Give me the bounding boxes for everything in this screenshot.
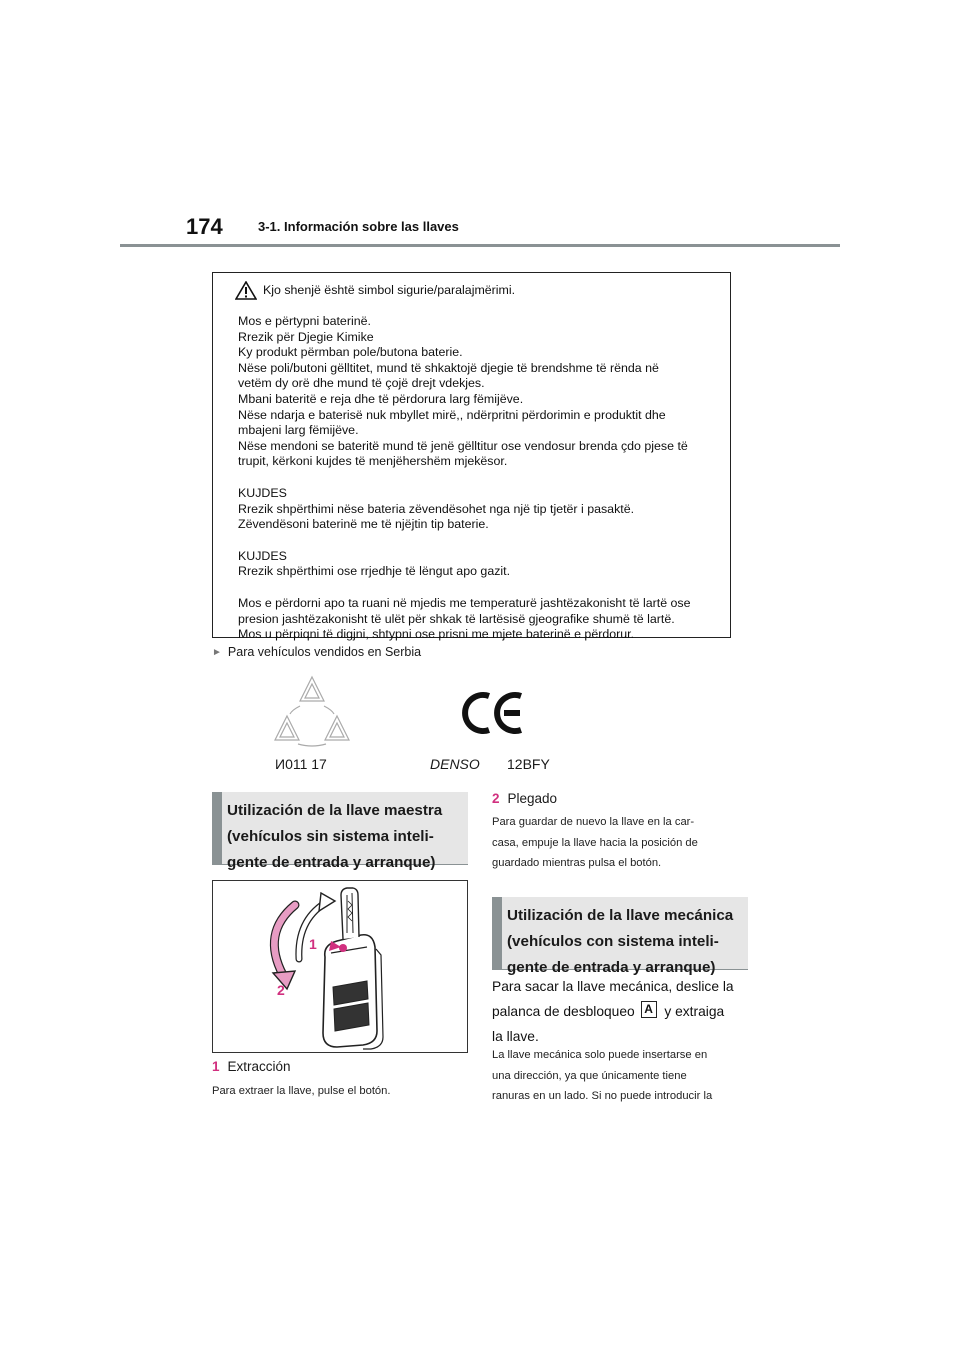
warning-line: presion jashtëzakonisht të ulët për shkak të lartësisë gjeografike shumë të lartë. <box>238 611 675 626</box>
folding-text <box>492 812 748 874</box>
warning-line: KUJDES <box>238 548 287 563</box>
heading-line: (vehículos con sistema inteli- <box>507 933 719 950</box>
warning-line: Mos e përdorni apo ta ruani në mjedis me temperaturë jashtëzakonisht të lartë ose <box>238 595 691 610</box>
text-line: una dirección, ya que únicamente tiene <box>492 1069 687 1082</box>
heading-line: Utilización de la llave mecánica <box>507 907 734 924</box>
text-line: guardado mientras pulsa el botón. <box>492 857 662 869</box>
warning-title: Kjo shenjë është simbol sigurie/paralajmërimi. <box>263 282 516 297</box>
heading-line: (vehículos sin sistema inteli- <box>227 828 434 845</box>
text-span: y extraiga <box>660 1004 725 1019</box>
text-line <box>492 999 754 1024</box>
step-label: Plegado <box>507 791 558 806</box>
ce-mark-icon <box>460 690 526 736</box>
heading-line: gente de entrada y arranque) <box>227 854 436 871</box>
warning-block-4 <box>238 596 720 643</box>
serbia-bullet <box>212 645 421 659</box>
text-line: ranuras en un lado. Si no puede introducir la <box>492 1090 713 1102</box>
serbia-bullet-text: Para vehículos vendidos en Serbia <box>227 645 422 659</box>
warning-box <box>212 272 731 642</box>
warning-block-3 <box>238 549 720 580</box>
text-span: palanca de desbloqueo <box>492 1004 635 1019</box>
text-line: casa, empuje la llave hacia la posición de <box>492 836 698 849</box>
heading-master-key <box>212 792 468 871</box>
illustration-label-2: 2 <box>277 982 285 998</box>
illustration-label-1: 1 <box>309 936 317 952</box>
certification-code: И011 17 <box>275 756 327 772</box>
step-label: Extracción <box>227 1059 291 1074</box>
bullet-arrow-icon: ► <box>212 646 222 658</box>
step-extraction <box>212 1059 291 1074</box>
warning-line: Mos u përpiqni të digjni, shtypni ose prisni me mjete baterinë e përdorur. <box>238 627 635 642</box>
callout-a-icon: A <box>641 1001 657 1018</box>
warning-line: Rrezik për Djegie Kimike <box>238 329 374 344</box>
brand-mark: DENSO <box>430 756 480 772</box>
warning-line: Zëvendësoni baterinë me të njëjtin tip baterie. <box>238 517 489 532</box>
mechanical-key-paragraph <box>492 974 754 1049</box>
key-illustration-box <box>212 880 468 1053</box>
flip-key-illustration <box>213 881 467 1052</box>
warning-line: trupit, kërkoni kujdes të menjëhershëm mjekësor. <box>238 454 508 469</box>
warning-line: Mbani bateritë e reja dhe të përdorura larg fëmijëve. <box>238 391 524 406</box>
step-folding <box>492 791 557 806</box>
warning-line: Rrezik shpërthimi ose rrjedhje të lëngut apo gazit. <box>238 564 511 579</box>
mechanical-key-note <box>492 1045 752 1107</box>
warning-line: Nëse poli/butoni gëlltitet, mund të shkaktojë djegie të brendshme të rënda në <box>238 360 659 375</box>
section-title: 3-1. Información sobre las llaves <box>258 219 459 234</box>
step-number: 1 <box>212 1059 220 1074</box>
warning-triangle-icon <box>235 281 257 300</box>
text-line: la llave. <box>492 1029 539 1044</box>
warning-line: Rrezik shpërthimi nëse bateria zëvendësohet nga një tip tjetër i pasaktë. <box>238 501 635 516</box>
warning-line: vetëm dy orë dhe mund të çojë drejt vdekjes. <box>238 376 485 391</box>
heading-line: gente de entrada y arranque) <box>507 959 716 976</box>
step-number: 2 <box>492 791 500 806</box>
warning-block-1 <box>238 314 720 470</box>
header-rule <box>120 244 840 247</box>
warning-line: mbajeni larg fëmijëve. <box>238 423 359 438</box>
text-line: La llave mecánica solo puede insertarse en <box>492 1049 708 1061</box>
recycling-triangles-icon <box>270 674 354 750</box>
warning-line: Ky produkt përmban pole/butona baterie. <box>238 345 463 360</box>
heading-mechanical-key <box>492 897 748 976</box>
warning-line: KUJDES <box>238 485 287 500</box>
text-line: Para guardar de nuevo la llave en la car- <box>492 816 695 828</box>
warning-line: Nëse mendoni se bateritë mund të jenë gëlltitur ose vendosur brenda çdo pjese të <box>238 438 688 453</box>
page-number: 174 <box>186 214 223 239</box>
extraction-text: Para extraer la llave, pulse el botón. <box>212 1085 391 1097</box>
warning-line: Nëse ndarja e baterisë nuk mbyllet mirë,, ndërpritni përdorimin e produktit dhe <box>238 407 666 422</box>
warning-block-2 <box>238 486 720 533</box>
text-line: Para sacar la llave mecánica, deslice la <box>492 979 734 994</box>
heading-line: Utilización de la llave maestra <box>227 802 443 819</box>
warning-line: Mos e përtypni baterinë. <box>238 314 371 328</box>
model-code: 12BFY <box>507 756 550 772</box>
warning-title-line <box>235 281 720 300</box>
